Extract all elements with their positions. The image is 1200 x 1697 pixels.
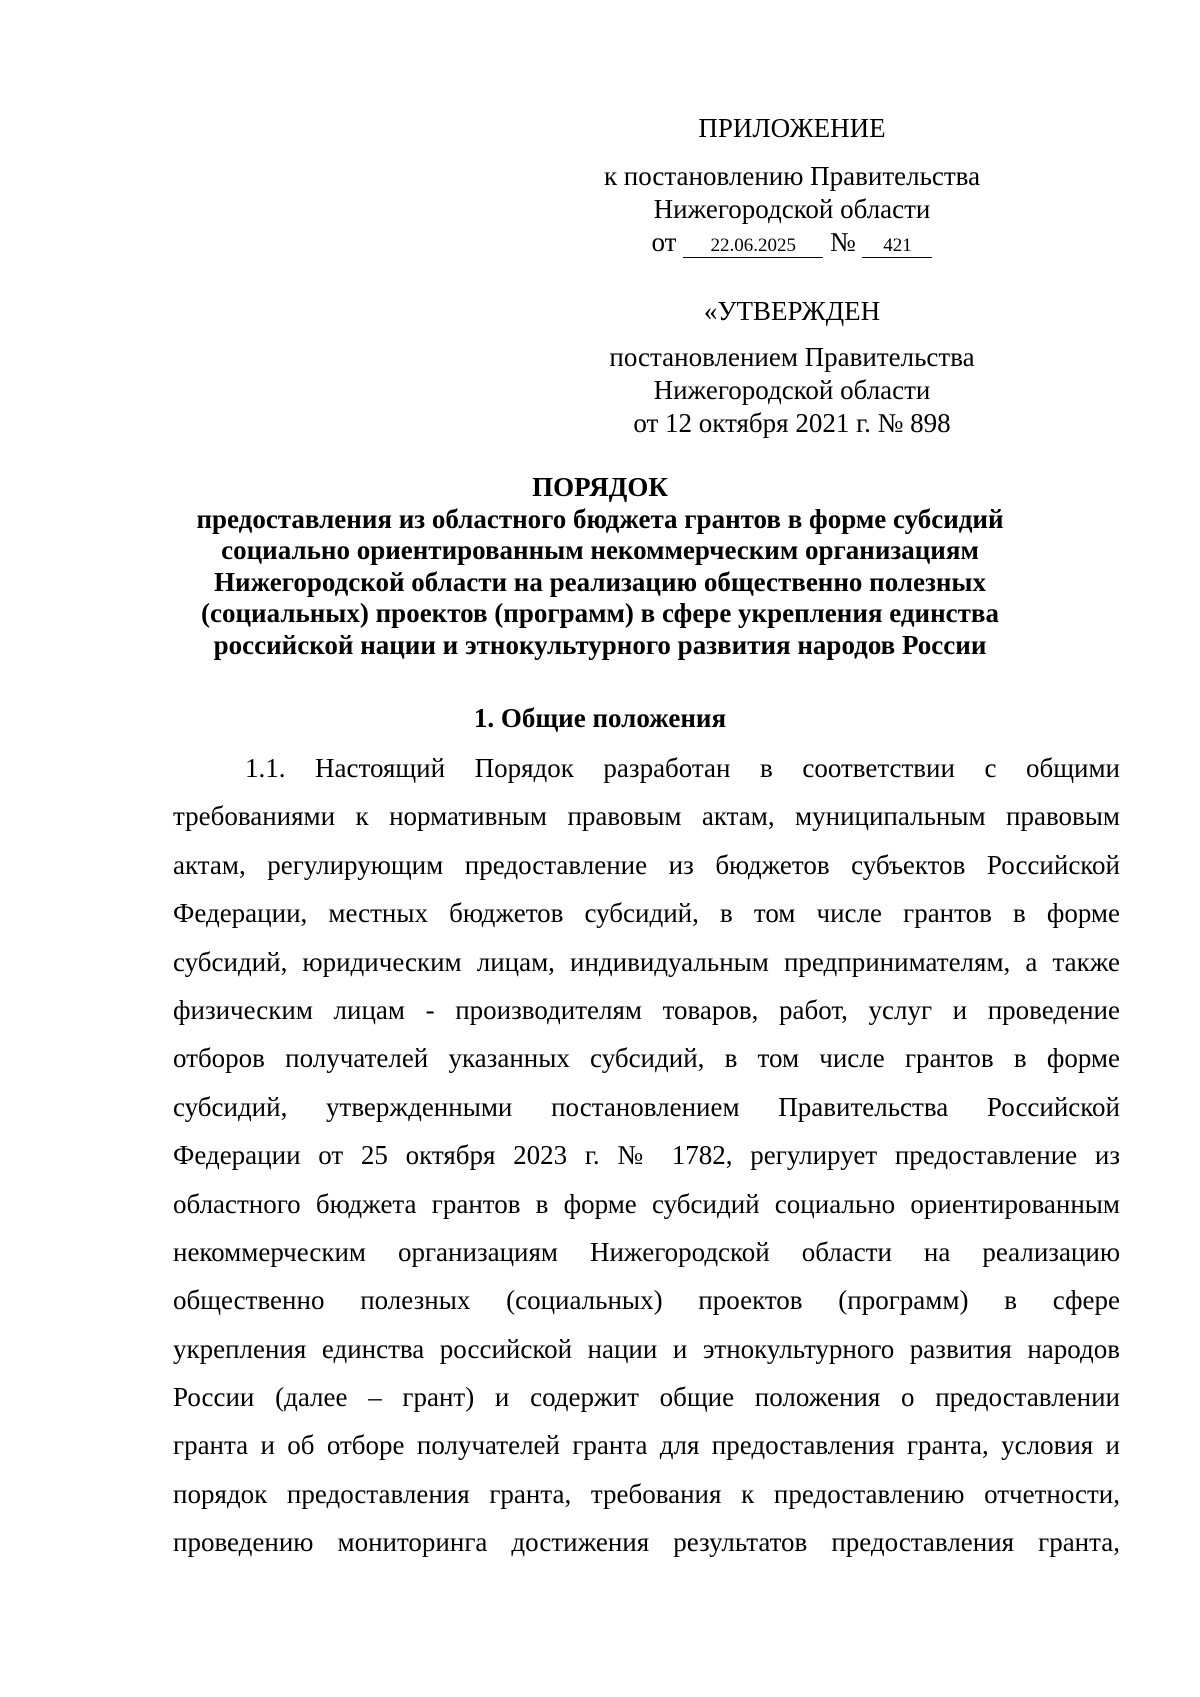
appendix-title: ПРИЛОЖЕНИЕ [698, 113, 886, 143]
document-title-line: (социальных) проектов (программ) в сфере укрепления единства [201, 598, 999, 628]
body-line: проведению мониторинга достижения результатов предоставления гранта, [173, 1527, 1120, 1558]
body-line: отборов получателей указанных субсидий, в том числе грантов в форме [173, 1043, 1120, 1074]
body-line: Федерации от 25 октября 2023 г. № 1782, регулирует предоставление из [173, 1140, 1120, 1171]
appendix-number-label: № [829, 227, 856, 257]
document-title-line: российской нации и этнокультурного развития народов России [213, 629, 987, 660]
body-line: актам, регулирующим предоставление из бюджетов субъектов Российской [173, 849, 1120, 880]
body-line: субсидий, утвержденными постановлением Правительства Российской [173, 1091, 1120, 1122]
body-line: некоммерческим организациям Нижегородской области на реализацию [173, 1236, 1120, 1267]
appendix-line-2: Нижегородской области [653, 194, 931, 224]
appendix-number: 421 [862, 235, 932, 258]
body-line: физическим лицам - производителям товаров, работ, услуг и проведение [173, 994, 1120, 1025]
document-title-main: ПОРЯДОК [532, 472, 668, 502]
document-title [160, 472, 1040, 661]
body-line: России (далее – грант) и содержит общие положения о предоставлении [173, 1382, 1120, 1413]
body-line: общественно полезных (социальных) проектов (программ) в сфере [173, 1285, 1120, 1316]
body-line: гранта и об отборе получателей гранта для предоставления гранта, условия и [173, 1430, 1120, 1461]
body-line: Федерации, местных бюджетов субсидий, в том числе грантов в форме [173, 898, 1120, 929]
appendix-from-label: от [651, 227, 677, 257]
body-line: 1.1. Настоящий Порядок разработан в соответствии с общими [245, 753, 1120, 783]
section-heading: 1. Общие положения [473, 703, 727, 733]
appendix-block [560, 112, 1024, 259]
body-line: порядок предоставления гранта, требования к предоставлению отчетности, [173, 1478, 1120, 1509]
appendix-dateline [560, 226, 1024, 259]
document-title-line: Нижегородской области на реализацию общественно полезных [214, 566, 986, 597]
approved-line-2: Нижегородской области [653, 375, 931, 405]
appendix-line-1: к постановлению Правительства [603, 161, 981, 191]
body-line: субсидий, юридическим лицам, индивидуальным предпринимателям, а также [173, 946, 1120, 977]
body-line: областного бюджета грантов в форме субсидий социально ориентированным [173, 1188, 1120, 1219]
approved-title: «УТВЕРЖДЕН [703, 296, 881, 326]
approved-line-3: от 12 октября 2021 г. № 898 [633, 408, 951, 438]
approved-block [560, 295, 1024, 440]
document-title-line: предоставления из областного бюджета грантов в форме субсидий [196, 503, 1004, 534]
body-line: требованиями к нормативным правовым актам, муниципальным правовым [173, 801, 1120, 832]
body-paragraph [173, 744, 1120, 1567]
body-line: укрепления единства российской нации и этнокультурного развития народов [173, 1333, 1120, 1364]
appendix-date: 22.06.2025 [683, 235, 823, 258]
approved-line-1: постановлением Правительства [609, 342, 975, 372]
document-title-line: социально ориентированным некоммерческим организациям [221, 535, 979, 565]
